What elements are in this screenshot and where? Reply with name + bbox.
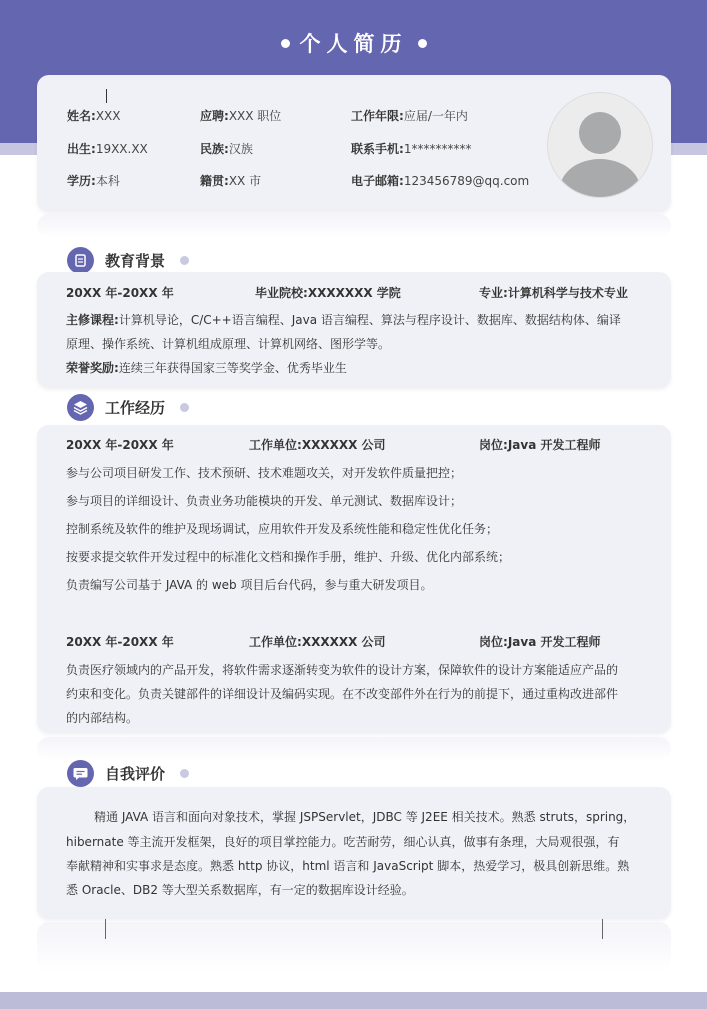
job1-line-3: 控制系统及软件的维护及现场调试，应用软件开发及系统性能和稳定性优化任务；: [66, 522, 499, 536]
exp-value: 应届/一年内: [403, 109, 468, 123]
email-value: 123456789@qq.com: [403, 174, 530, 188]
school-row: [255, 284, 401, 301]
major-value: 计算机科学与技术专业: [507, 286, 628, 300]
avatar-silhouette-icon: [548, 93, 652, 197]
major-label: 专业:: [479, 286, 508, 300]
job2-company-row: [249, 633, 386, 650]
honors-value: 连续三年获得国家三等奖学金、优秀毕业生: [118, 361, 347, 375]
job2-company-label: 工作单位:: [249, 635, 302, 649]
major-row: [479, 284, 628, 301]
text-cursor: [106, 89, 107, 103]
job1-company-label: 工作单位:: [249, 438, 302, 452]
job2-line-2: 约束和变化。负责关键部件的详细设计及编码实现。在不改变部件外在行为的前提下，通过重构改进部件: [66, 687, 619, 701]
honors-label: 荣誉奖励:: [66, 361, 119, 375]
birth-label: 出生:: [67, 142, 96, 156]
section-dot: [180, 403, 189, 412]
job2-post-label: 岗位:: [479, 635, 508, 649]
phone-row: [351, 140, 471, 157]
ethnic-value: 汉族: [228, 142, 253, 156]
self-eval-title: 自我评价: [105, 765, 166, 783]
shadow-strip: [37, 922, 671, 972]
job2-post-value: Java 开发工程师: [507, 635, 601, 649]
job1-line-5: 负责编写公司基于 JAVA 的 web 项目后台代码，参与重大研发项目。: [66, 578, 433, 592]
title-dot-left: [281, 39, 290, 48]
ethnic-row: [200, 140, 253, 157]
page-title-text: 个人简历: [299, 32, 408, 56]
job1-line-4: 按要求提交软件开发过程中的标准化文档和操作手册，维护、升级、优化内部系统；: [66, 550, 511, 564]
job1-post-row: [479, 436, 600, 453]
exp-row: [351, 107, 468, 124]
job1-line-2: 参与项目的详细设计、负责业务功能模块的开发、单元测试、数据库设计；: [66, 494, 463, 508]
chat-icon: [67, 760, 94, 787]
courses-line1: 计算机导论，C/C++语言编程、Java 语言编程、算法与程序设计、数据库、数据结构体、编译: [118, 313, 621, 327]
name-row: [67, 107, 120, 124]
margin-mark-right: [602, 919, 603, 939]
origin-row: [200, 172, 261, 189]
job1-company-value: XXXXXX 公司: [301, 438, 386, 452]
page-title: [0, 28, 707, 58]
layers-icon: [67, 394, 94, 421]
exp-label: 工作年限:: [351, 109, 404, 123]
job1-period: 20XX 年-20XX 年: [66, 438, 174, 452]
edu-row: [67, 172, 120, 189]
footer-band: [0, 992, 707, 1009]
job1-company-row: [249, 436, 386, 453]
email-row: [351, 172, 529, 189]
work-title: 工作经历: [105, 399, 166, 417]
honors-row: [66, 359, 347, 376]
edu-period: 20XX 年-20XX 年: [66, 286, 174, 300]
self-eval-card: [37, 787, 671, 919]
work-card: [37, 425, 671, 733]
email-label: 电子邮箱:: [351, 174, 404, 188]
notebook-icon: [67, 247, 94, 274]
self-line-3: 奉献精神和实事求是态度。熟悉 http 协议，html 语言和 JavaScript 脚本，热爱学习，极具创新思维。熟: [66, 859, 630, 873]
job2-post-row: [479, 633, 600, 650]
job2-period: 20XX 年-20XX 年: [66, 635, 174, 649]
edu-value: 本科: [95, 174, 120, 188]
section-dot: [180, 256, 189, 265]
self-line-4: 悉 Oracle、DB2 等大型关系数据库，有一定的数据库设计经验。: [66, 883, 414, 897]
ethnic-label: 民族:: [200, 142, 229, 156]
user-avatar-icon: [547, 92, 653, 198]
title-dot-right: [418, 39, 427, 48]
margin-mark-left: [105, 919, 106, 939]
phone-value: 1**********: [403, 142, 472, 156]
job2-line-1: 负责医疗领域内的产品开发，将软件需求逐渐转变为软件的设计方案，保障软件的设计方案能适应产品的: [66, 663, 619, 677]
origin-label: 籍贯:: [200, 174, 229, 188]
education-card: [37, 272, 671, 388]
courses-label: 主修课程:: [66, 313, 119, 327]
job1-post-value: Java 开发工程师: [507, 438, 601, 452]
job1-post-label: 岗位:: [479, 438, 508, 452]
birth-row: [67, 140, 148, 157]
job1-line-1: 参与公司项目研发工作、技术预研、技术难题攻关，对开发软件质量把控；: [66, 466, 463, 480]
basic-info-card: [37, 75, 671, 212]
job2-company-value: XXXXXX 公司: [301, 635, 386, 649]
name-label: 姓名:: [67, 109, 96, 123]
school-label: 毕业院校:: [255, 286, 308, 300]
apply-row: [200, 107, 281, 124]
shadow-strip: [37, 737, 671, 761]
self-line-2: hibernate 等主流开发框架，良好的项目掌控能力。吃苦耐劳，细心认真，做事有条理，大局观很强，有: [66, 835, 620, 849]
phone-label: 联系手机:: [351, 142, 404, 156]
education-title: 教育背景: [105, 252, 166, 270]
birth-value: 19XX.XX: [95, 142, 148, 156]
apply-value: XXX 职位: [228, 109, 282, 123]
apply-label: 应聘:: [200, 109, 229, 123]
school-value: XXXXXXX 学院: [307, 286, 401, 300]
self-line-1: 精通 JAVA 语言和面向对象技术，掌握 JSPServlet，JDBC 等 J2EE 相关技术。熟悉 struts，spring，: [94, 810, 636, 824]
courses-line2: 原理、操作系统、计算机组成原理、计算机网络、图形学等。: [66, 337, 391, 351]
section-dot: [180, 769, 189, 778]
edu-label: 学历:: [67, 174, 96, 188]
job2-line-3: 的内部结构。: [66, 711, 139, 725]
shadow-strip: [37, 214, 671, 238]
courses-row: [66, 311, 621, 328]
origin-value: XX 市: [228, 174, 262, 188]
name-value: XXX: [95, 109, 121, 123]
